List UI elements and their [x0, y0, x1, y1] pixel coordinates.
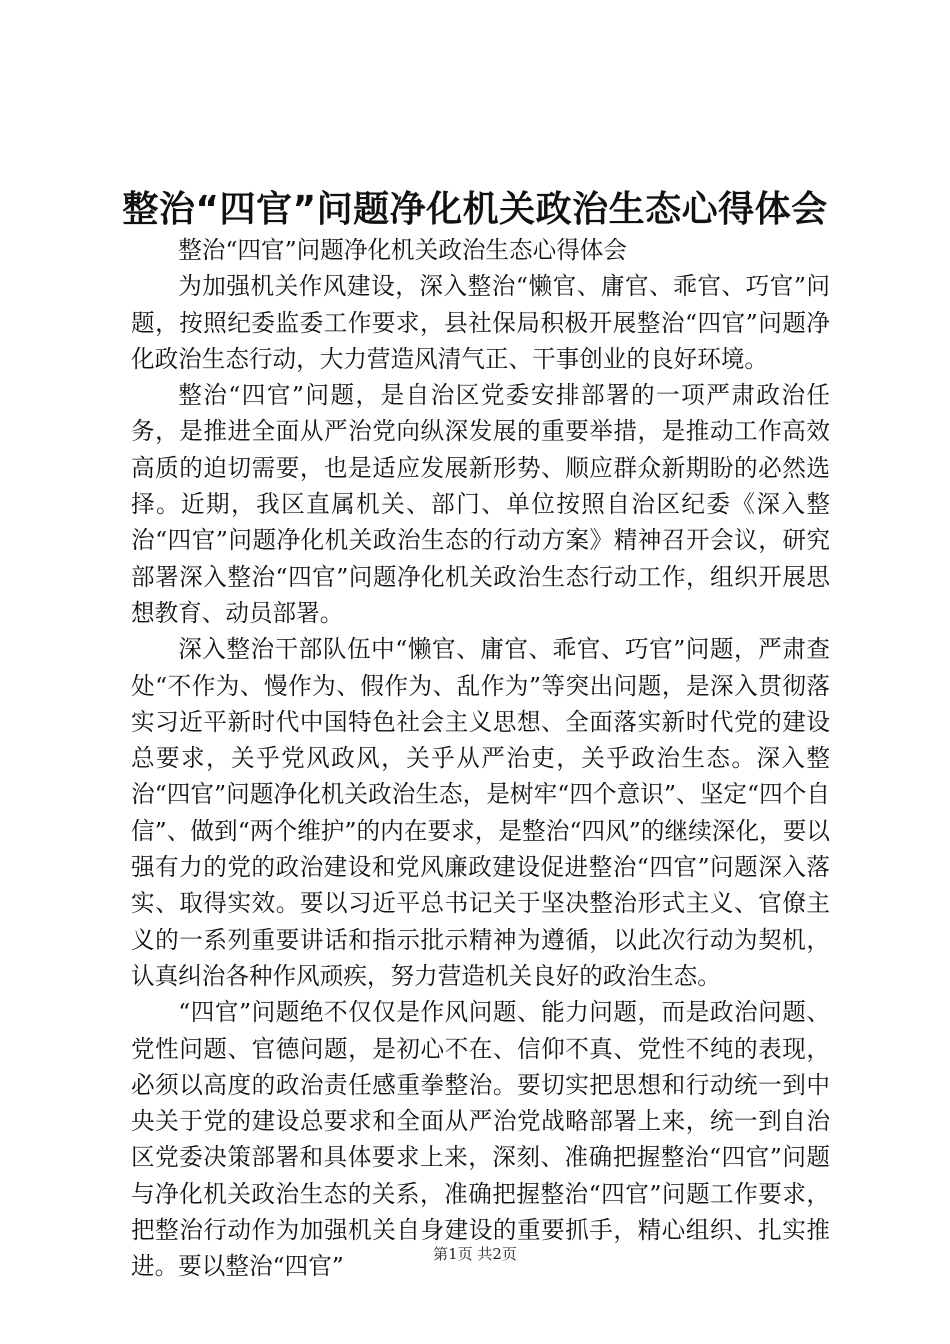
body-paragraph: 整治“四官”问题，是自治区党委安排部署的一项严肃政治任务，是推进全面从严治党向纵深发展的重要举措，是推动工作高效高质的迫切需要，也是适应发展新形势、顺应群众新期盼的必然选择。近期，我区直属机关、部门、单位按照自治区纪委《深入整治“四官”问题净化机关政治生态的行动方案》精神召开会议，研究部署深入整治“四官”问题净化机关政治生态行动工作，组织开展思想教育、动员部署。 [131, 381, 830, 627]
subtitle-paragraph: 整治“四官”问题净化机关政治生态心得体会 [178, 236, 627, 264]
document-body [131, 232, 830, 1285]
body-paragraph: 为加强机关作风建设，深入整治“懒官、庸官、乖官、巧官”问题，按照纪委监委工作要求，县社保局积极开展整治“四官”问题净化政治生态行动，大力营造风清气正、干事创业的良好环境。 [131, 272, 830, 373]
page-number-footer: 第1页 共2页 [433, 1245, 517, 1263]
document-title: 整治“四官”问题净化机关政治生态心得体会 [122, 189, 828, 230]
body-paragraph: 深入整治干部队伍中“懒官、庸官、乖官、巧官”问题，严肃查处“不作为、慢作为、假作为、乱作为”等突出问题，是深入贯彻落实习近平新时代中国特色社会主义思想、全面落实新时代党的建设总要求，关乎党风政风，关乎从严治吏，关乎政治生态。深入整治“四官”问题净化机关政治生态，是树牢“四个意识”、坚定“四个自信”、做到“两个维护”的内在要求，是整治“四风”的继续深化，要以强有力的党的政治建设和党风廉政建设促进整治“四官”问题深入落实、取得实效。要以习近平总书记关于坚决整治形式主义、官僚主义的一系列重要讲话和指示批示精神为遵循，以此次行动为契机，认真纠治各种作风顽疾，努力营造机关良好的政治生态。 [131, 635, 830, 990]
body-paragraph: “四官”问题绝不仅仅是作风问题、能力问题，而是政治问题、党性问题、官德问题，是初心不在、信仰不真、党性不纯的表现，必须以高度的政治责任感重拳整治。要切实把思想和行动统一到中央关于党的建设总要求和全面从严治党战略部署上来，统一到自治区党委决策部署和具体要求上来，深刻、准确把握整治“四官”问题与净化机关政治生态的关系，准确把握整治“四官”问题工作要求，把整治行动作为加强机关自身建设的重要抓手，精心组织、扎实推进。要以整治“四官” [131, 998, 830, 1281]
